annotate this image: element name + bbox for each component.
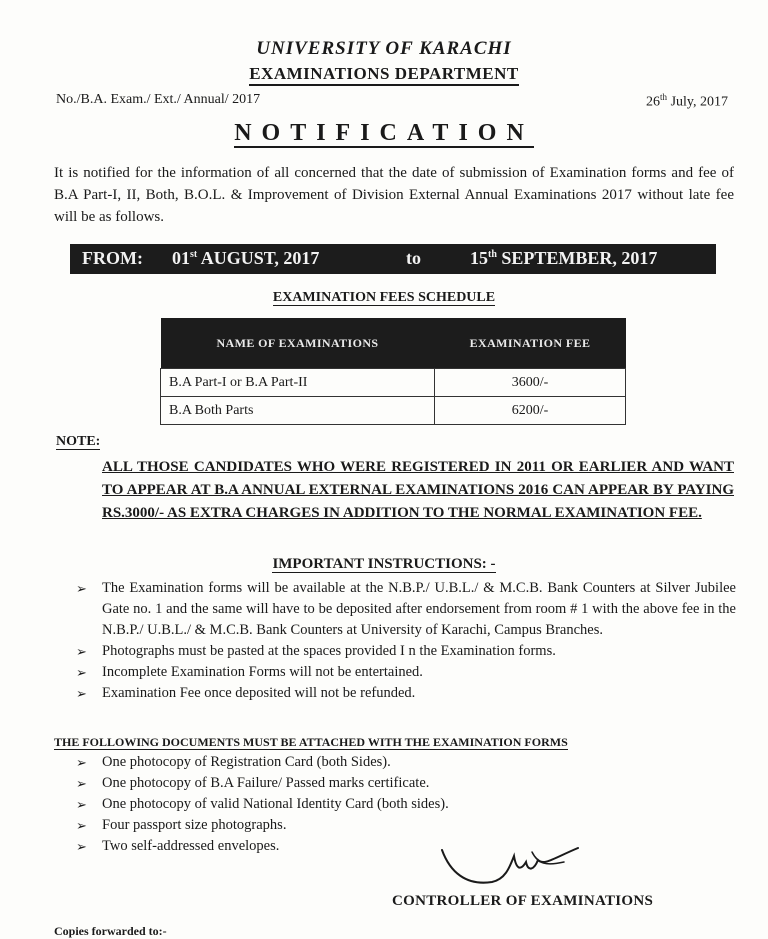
date-rest: July, 2017 xyxy=(667,94,728,110)
signature-icon xyxy=(436,842,586,890)
end-date xyxy=(470,248,657,269)
arrow-bullet-icon: ➢ xyxy=(76,644,87,659)
note-body: ALL THOSE CANDIDATES WHO WERE REGISTERED IN 2011 OR EARLIER AND WANT TO APPEAR AT B.A ANNUAL EXTERNAL EXAMINATIONS 2016 CAN APPEAR BY PAYING RS.3000/- AS EXTRA CHARGES IN ADDITION TO THE NORMAL EXAMINATION FEE. xyxy=(102,459,734,521)
col-fee-header: EXAMINATION FEE xyxy=(435,318,626,369)
list-item-text: Four passport size photographs. xyxy=(102,817,287,833)
fees-schedule-title xyxy=(0,290,768,306)
list-item-text: Photographs must be pasted at the spaces provided I n the Examination forms. xyxy=(102,643,556,659)
documents-list xyxy=(76,752,736,857)
arrow-bullet-icon: ➢ xyxy=(76,665,87,680)
end-day: 15 xyxy=(470,248,488,268)
list-item-text: The Examination forms will be available at the N.B.P./ U.B.L./ & M.C.B. Bank Counters at Silver Jubilee Gate no. 1 and the same will have to be deposited after endorsement from room # 1 with the above fee in the N.B.P./ U.B.L./ & M.C.B. Bank Counters at University of Karachi, Campus Branches. xyxy=(102,580,736,638)
list-item xyxy=(76,662,736,683)
fees-table-header xyxy=(161,318,626,369)
department-name-text: EXAMINATIONS DEPARTMENT xyxy=(249,64,519,86)
instructions-title-text: IMPORTANT INSTRUCTIONS: - xyxy=(272,556,496,572)
list-item xyxy=(76,752,736,773)
list-item-text: Incomplete Examination Forms will not be entertained. xyxy=(102,664,423,680)
note-heading xyxy=(56,434,100,450)
start-date xyxy=(172,248,319,269)
arrow-bullet-icon: ➢ xyxy=(76,797,87,812)
arrow-bullet-icon: ➢ xyxy=(76,818,87,833)
submission-period-band xyxy=(70,244,716,274)
end-suffix: th xyxy=(488,249,497,260)
list-item xyxy=(76,683,736,704)
list-item-text: Two self-addressed envelopes. xyxy=(102,838,280,854)
list-item-text: One photocopy of B.A Failure/ Passed marks certificate. xyxy=(102,775,430,791)
end-rest: SEPTEMBER, 2017 xyxy=(496,248,658,268)
documents-title-text: THE FOLLOWING DOCUMENTS MUST BE ATTACHED WITH THE EXAMINATION FORMS xyxy=(54,735,568,749)
list-item xyxy=(76,815,736,836)
list-item xyxy=(76,773,736,794)
list-item-text: One photocopy of Registration Card (both Sides). xyxy=(102,754,391,770)
table-row xyxy=(161,397,626,425)
signatory-title: CONTROLLER OF EXAMINATIONS xyxy=(392,893,654,909)
start-day: 01 xyxy=(172,248,190,268)
exam-fee-cell: 6200/- xyxy=(435,397,626,425)
to-label: to xyxy=(406,248,421,268)
instructions-title xyxy=(0,556,768,573)
arrow-bullet-icon: ➢ xyxy=(76,581,87,596)
date-suffix: th xyxy=(660,92,668,102)
fees-schedule-title-text: EXAMINATION FEES SCHEDULE xyxy=(272,290,496,305)
issue-date xyxy=(646,92,728,111)
from-label: FROM: xyxy=(82,248,143,268)
table-row xyxy=(161,369,626,397)
fees-table xyxy=(160,318,626,425)
arrow-bullet-icon: ➢ xyxy=(76,686,87,701)
exam-name-cell: B.A Part-I or B.A Part-II xyxy=(161,369,435,397)
col-name-header: NAME OF EXAMINATIONS xyxy=(161,318,435,369)
list-item-text: Examination Fee once deposited will not be refunded. xyxy=(102,685,416,701)
notification-title xyxy=(0,120,768,147)
copies-forwarded: Copies forwarded to:- xyxy=(54,924,167,938)
reference-number: No./B.A. Exam./ Ext./ Annual/ 2017 xyxy=(56,92,261,107)
department-name xyxy=(0,64,768,84)
list-item xyxy=(76,641,736,662)
date-day: 26 xyxy=(646,94,661,110)
note-heading-text: NOTE: xyxy=(56,434,101,449)
start-rest: AUGUST, 2017 xyxy=(197,248,320,268)
list-item-text: One photocopy of valid National Identity Card (both sides). xyxy=(102,796,449,812)
list-item xyxy=(76,794,736,815)
exam-fee-cell: 3600/- xyxy=(435,369,626,397)
list-item xyxy=(76,578,736,641)
list-item xyxy=(76,836,736,857)
instructions-list xyxy=(76,578,736,704)
notification-title-text: NOTIFICATION xyxy=(234,120,534,146)
university-name: UNIVERSITY OF KARACHI xyxy=(256,38,512,59)
intro-paragraph: It is notified for the information of all concerned that the date of submission of Examination forms and fee of B.A Part-I, II, Both, B.O.L. & Improvement of Division External Annual Examinations 2017 without late fee will be as follows. xyxy=(54,165,734,225)
documents-title xyxy=(54,735,568,750)
exam-name-cell: B.A Both Parts xyxy=(161,397,435,425)
start-suffix: st xyxy=(190,249,198,260)
arrow-bullet-icon: ➢ xyxy=(76,755,87,770)
arrow-bullet-icon: ➢ xyxy=(76,839,87,854)
arrow-bullet-icon: ➢ xyxy=(76,776,87,791)
